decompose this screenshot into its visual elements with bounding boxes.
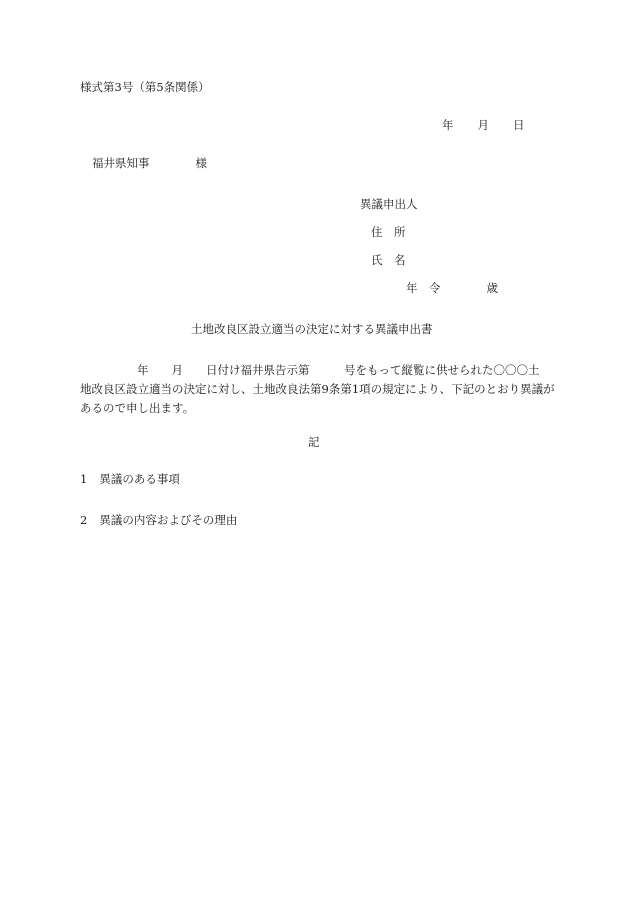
date-line (442, 120, 525, 132)
age-unit: 歳 (486, 281, 498, 295)
date-year: 年 (442, 118, 454, 132)
body-paragraph (80, 361, 555, 418)
addressee (92, 158, 207, 170)
name-label: 氏 名 (371, 253, 406, 267)
date-day: 日 (513, 118, 525, 132)
applicant-label: 異議申出人 (360, 197, 418, 211)
addressee-honorific: 様 (195, 156, 207, 170)
list-item (80, 515, 237, 527)
ki-heading: 記 (308, 435, 320, 449)
age-line (406, 283, 498, 295)
age-label: 年 令 (406, 281, 441, 295)
item-text: 異議のある事項 (99, 472, 180, 486)
addressee-title: 福井県知事 (92, 156, 150, 170)
form-number: 様式第3号（第5条関係） (80, 80, 210, 94)
body-line-1: 年 月 日付け福井県告示第 号をもって縦覧に供せられた〇〇〇土 (137, 363, 540, 377)
date-month: 月 (477, 118, 489, 132)
body-line-2: 地改良区設立適当の決定に対し、土地改良法第9条第1項の規定により、下記のとおり異議が (80, 382, 555, 396)
address-label: 住 所 (371, 225, 406, 239)
list-item (80, 474, 180, 486)
body-line-3: あるので申し出ます。 (80, 401, 195, 415)
document-title: 土地改良区設立適当の決定に対する異議申出書 (191, 322, 433, 336)
item-number: 2 (80, 513, 88, 527)
item-number: 1 (80, 472, 88, 486)
item-text: 異議の内容およびその理由 (99, 513, 238, 527)
